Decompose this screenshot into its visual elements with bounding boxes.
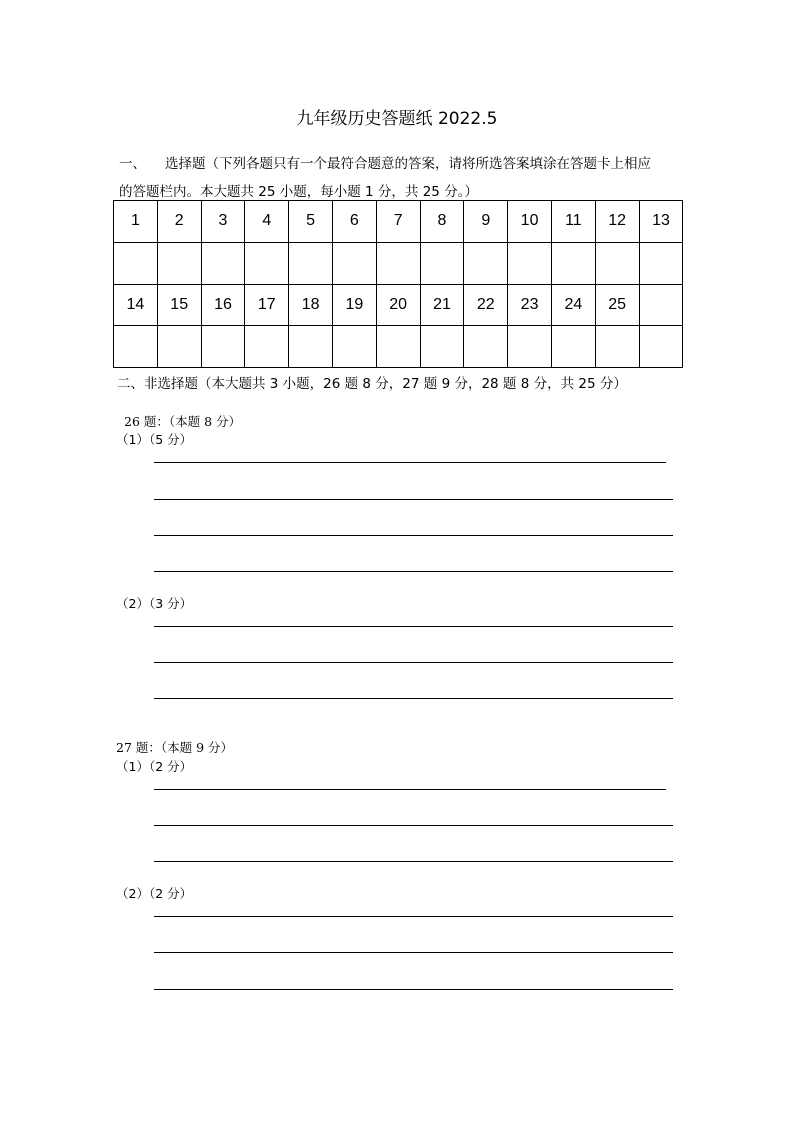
answer-cell[interactable] xyxy=(289,326,333,368)
answer-cell[interactable] xyxy=(114,242,158,284)
q26-part1-label: （1）（5 分） xyxy=(116,432,193,447)
answer-cell[interactable] xyxy=(420,326,464,368)
q27-part2-label: （2）（2 分） xyxy=(116,886,193,901)
question-number-cell: 5 xyxy=(289,201,333,243)
answer-cell[interactable] xyxy=(551,326,595,368)
answer-cell[interactable] xyxy=(551,242,595,284)
answer-cell[interactable] xyxy=(157,326,201,368)
answer-line[interactable] xyxy=(154,499,673,500)
answer-cell[interactable] xyxy=(114,326,158,368)
answer-line[interactable] xyxy=(154,662,673,663)
q27-label: 27 题：（本题 9 分） xyxy=(116,740,234,755)
question-number-cell: 10 xyxy=(508,201,552,243)
answer-cell[interactable] xyxy=(245,326,289,368)
answer-line[interactable] xyxy=(154,462,666,463)
question-number-cell: 23 xyxy=(508,284,552,326)
q26-label: 26 题：（本题 8 分） xyxy=(124,414,242,429)
section1-instructions-line1: 选择题（下列各题只有一个最符合题意的答案，请将所选答案填涂在答题卡上相应 xyxy=(165,156,651,172)
answer-line[interactable] xyxy=(154,535,673,536)
question-number-cell: 15 xyxy=(157,284,201,326)
question-number-cell: 20 xyxy=(376,284,420,326)
answer-cell[interactable] xyxy=(157,242,201,284)
question-number-cell: 12 xyxy=(595,201,639,243)
answer-cell[interactable] xyxy=(508,242,552,284)
question-number-cell: 7 xyxy=(376,201,420,243)
question-number-cell: 18 xyxy=(289,284,333,326)
answer-line[interactable] xyxy=(154,989,673,990)
question-number-cell: 14 xyxy=(114,284,158,326)
question-number-cell: 13 xyxy=(639,201,683,243)
answer-cell[interactable] xyxy=(332,242,376,284)
question-number-cell: 3 xyxy=(201,201,245,243)
answer-cell[interactable] xyxy=(289,242,333,284)
q26-part2-label: （2）（3 分） xyxy=(116,596,193,611)
question-number-cell: 11 xyxy=(551,201,595,243)
section1-heading xyxy=(119,152,651,172)
question-number-cell: 17 xyxy=(245,284,289,326)
empty-answer-cell xyxy=(639,326,683,368)
answer-cell[interactable] xyxy=(376,326,420,368)
question-number-cell: 2 xyxy=(157,201,201,243)
answer-cell[interactable] xyxy=(508,326,552,368)
answer-line[interactable] xyxy=(154,825,673,826)
q27-part1-label: （1）（2 分） xyxy=(116,759,193,774)
question-number-cell: 1 xyxy=(114,201,158,243)
question-number-cell: 9 xyxy=(464,201,508,243)
answer-line[interactable] xyxy=(154,952,673,953)
answer-line[interactable] xyxy=(154,571,673,572)
answer-cell[interactable] xyxy=(245,242,289,284)
question-number-cell: 25 xyxy=(595,284,639,326)
question-number-cell: 6 xyxy=(332,201,376,243)
question-number-cell: 16 xyxy=(201,284,245,326)
section1-instructions-line2: 的答题栏内。本大题共 25 小题，每小题 1 分，共 25 分。） xyxy=(119,184,478,200)
question-number-cell: 4 xyxy=(245,201,289,243)
answer-cell[interactable] xyxy=(420,242,464,284)
empty-number-cell xyxy=(639,284,683,326)
answer-line[interactable] xyxy=(154,789,666,790)
answer-line[interactable] xyxy=(154,626,673,627)
answer-cell[interactable] xyxy=(201,242,245,284)
answer-cell[interactable] xyxy=(332,326,376,368)
answer-grid-number-row-2 xyxy=(114,284,683,326)
answer-cell[interactable] xyxy=(464,242,508,284)
question-number-cell: 8 xyxy=(420,201,464,243)
answer-grid-number-row-1 xyxy=(114,201,683,243)
question-number-cell: 21 xyxy=(420,284,464,326)
answer-grid-answer-row-2 xyxy=(114,326,683,368)
page-title: 九年级历史答题纸 2022.5 xyxy=(296,109,498,129)
answer-grid-answer-row-1 xyxy=(114,242,683,284)
answer-cell[interactable] xyxy=(376,242,420,284)
answer-grid xyxy=(113,200,683,368)
answer-line[interactable] xyxy=(154,861,673,862)
answer-line[interactable] xyxy=(154,698,673,699)
question-number-cell: 19 xyxy=(332,284,376,326)
section2-heading: 二、非选择题（本大题共 3 小题，26 题 8 分，27 题 9 分，28 题 8 分，共 25 分） xyxy=(117,376,627,392)
answer-line[interactable] xyxy=(154,916,673,917)
answer-cell[interactable] xyxy=(464,326,508,368)
section1-number: 一、 xyxy=(119,156,146,172)
answer-cell[interactable] xyxy=(595,242,639,284)
question-number-cell: 24 xyxy=(551,284,595,326)
answer-cell[interactable] xyxy=(595,326,639,368)
answer-cell[interactable] xyxy=(201,326,245,368)
answer-cell[interactable] xyxy=(639,242,683,284)
question-number-cell: 22 xyxy=(464,284,508,326)
